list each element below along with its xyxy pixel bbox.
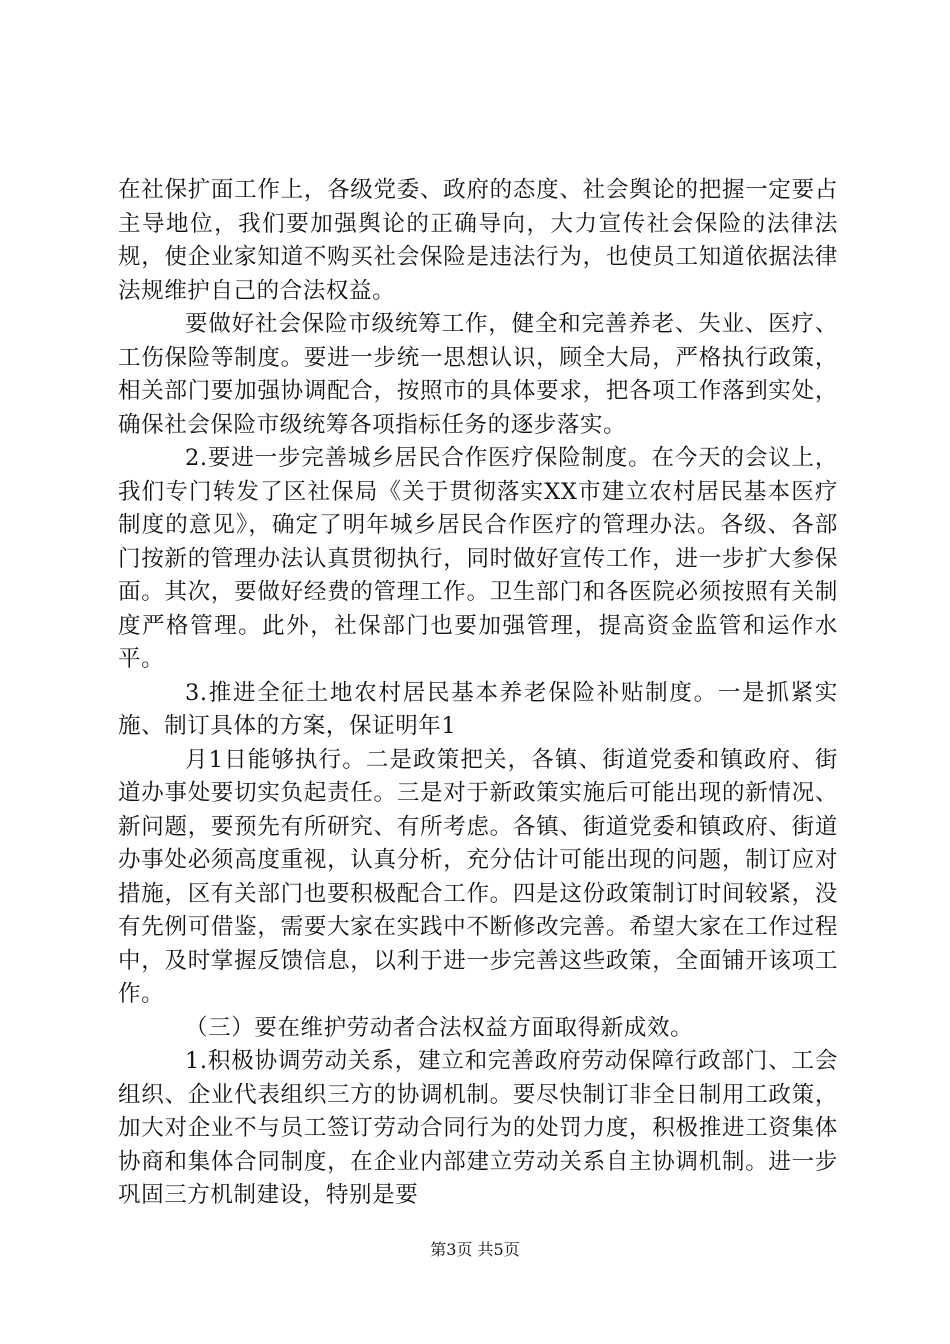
page-footer: 第3页 共5页 bbox=[430, 1240, 520, 1259]
paragraph-2: 要做好社会保险市级统筹工作，健全和完善养老、失业、医疗、工伤保险等制度。要进一步统一思想认识，顾全大局，严格执行政策，相关部门要加强协调配合，按照市的具体要求，把各项工作落到实处，确保社会保险市级统筹各项指标任务的逐步落实。 bbox=[118, 311, 838, 438]
paragraph-3: 2.要进一步完善城乡居民合作医疗保险制度。在今天的会议上，我们专门转发了区社保局《关于贯彻落实XX市建立农村居民基本医疗制度的意见》，确定了明年城乡居民合作医疗的管理办法。各级、各部门按新的管理办法认真贯彻执行，同时做好宣传工作，进一步扩大参保面。其次，要做好经费的管理工作。卫生部门和各医院必须按照有关制度严格管理。此外，社保部门也要加强管理，提高资金监管和运作水平。 bbox=[118, 445, 838, 672]
paragraph-5: 月1日能够执行。二是政策把关，各镇、街道党委和镇政府、街道办事处要切实负起责任。三是对于新政策实施后可能出现的新情况、新问题，要预先有所研究、有所考虑。各镇、街道党委和镇政府、街道办事处必须高度重视，认真分析，充分估计可能出现的问题，制订应对措施，区有关部门也要积极配合工作。四是这份政策制订时间较紧，没有先例可借鉴，需要大家在实践中不断修改完善。希望大家在工作过程中，及时掌握反馈信息，以利于进一步完善这些政策，全面铺开该项工作。 bbox=[118, 746, 838, 1007]
paragraph-1: 在社保扩面工作上，各级党委、政府的态度、社会舆论的把握一定要占主导地位，我们要加强舆论的正确导向，大力宣传社会保险的法律法规，使企业家知道不购买社会保险是违法行为，也使员工知道依据法律法规维护自己的合法权益。 bbox=[118, 177, 838, 304]
paragraph-6: （三）要在维护劳动者合法权益方面取得新成效。 bbox=[185, 1014, 694, 1041]
paragraph-4: 3.推进全征土地农村居民基本养老保险补贴制度。一是抓紧实施、制订具体的方案，保证明年1 bbox=[118, 679, 838, 739]
paragraph-7: 1.积极协调劳动关系，建立和完善政府劳动保障行政部门、工会组织、企业代表组织三方的协调机制。要尽快制订非全日制用工政策，加大对企业不与员工签订劳动合同行为的处罚力度，积极推进工资集体协商和集体合同制度，在企业内部建立劳动关系自主协调机制。进一步巩固三方机制建设，特别是要 bbox=[118, 1048, 838, 1208]
document-body bbox=[118, 174, 838, 1213]
